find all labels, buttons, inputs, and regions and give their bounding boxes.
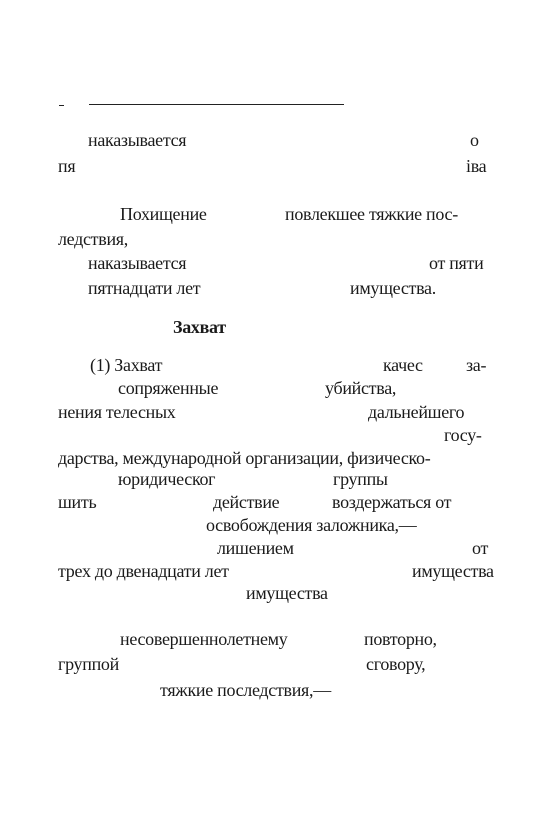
text-fragment: ледствия,: [58, 229, 128, 249]
text-fragment: пя: [58, 156, 76, 176]
text-fragment: дальнейшего: [368, 402, 465, 422]
text-fragment: сопряженные: [118, 378, 219, 398]
text-fragment: тяжкие последствия,—: [160, 680, 331, 700]
text-fragment: дарства, международной организации, физическо-: [58, 448, 431, 468]
text-fragment: несовершеннолетнему: [120, 629, 288, 649]
text-fragment: трех до двенадцати лет: [58, 561, 229, 581]
text-fragment: повлекшее тяжкие пос-: [285, 204, 458, 224]
text-fragment: о: [470, 130, 479, 150]
text-fragment: шить: [58, 492, 97, 512]
text-fragment: имущества: [246, 583, 328, 603]
text-fragment: сговору,: [366, 654, 426, 674]
text-fragment: нения телесных: [58, 402, 176, 422]
text-fragment: (1) Захват: [90, 355, 163, 375]
horizontal-rule: [89, 104, 344, 105]
text-fragment: имущества: [412, 561, 494, 581]
text-fragment: действие: [213, 492, 280, 512]
text-fragment: наказывается: [88, 253, 187, 273]
text-fragment: юридическог: [118, 469, 216, 489]
text-fragment: воздержаться от: [332, 492, 452, 512]
text-fragment: госу-: [444, 425, 482, 445]
text-fragment: от: [472, 538, 489, 558]
footnote-mark: [59, 105, 64, 106]
text-fragment: повторно,: [364, 629, 437, 649]
text-fragment: группой: [58, 654, 119, 674]
text-fragment: Похищение: [120, 204, 207, 224]
text-fragment: наказывается: [88, 130, 187, 150]
text-fragment: от пяти: [429, 253, 484, 273]
text-fragment: группы: [333, 469, 388, 489]
text-fragment: качес: [383, 355, 423, 375]
text-fragment: освобождения заложника,—: [206, 515, 417, 535]
text-fragment: за-: [466, 355, 487, 375]
text-fragment: лишением: [217, 538, 294, 558]
section-heading: Захват: [173, 317, 226, 337]
text-fragment: убийства,: [325, 378, 397, 398]
text-fragment: іва: [466, 156, 487, 176]
text-fragment: имущества.: [350, 278, 436, 298]
text-fragment: пятнадцати лет: [88, 278, 201, 298]
